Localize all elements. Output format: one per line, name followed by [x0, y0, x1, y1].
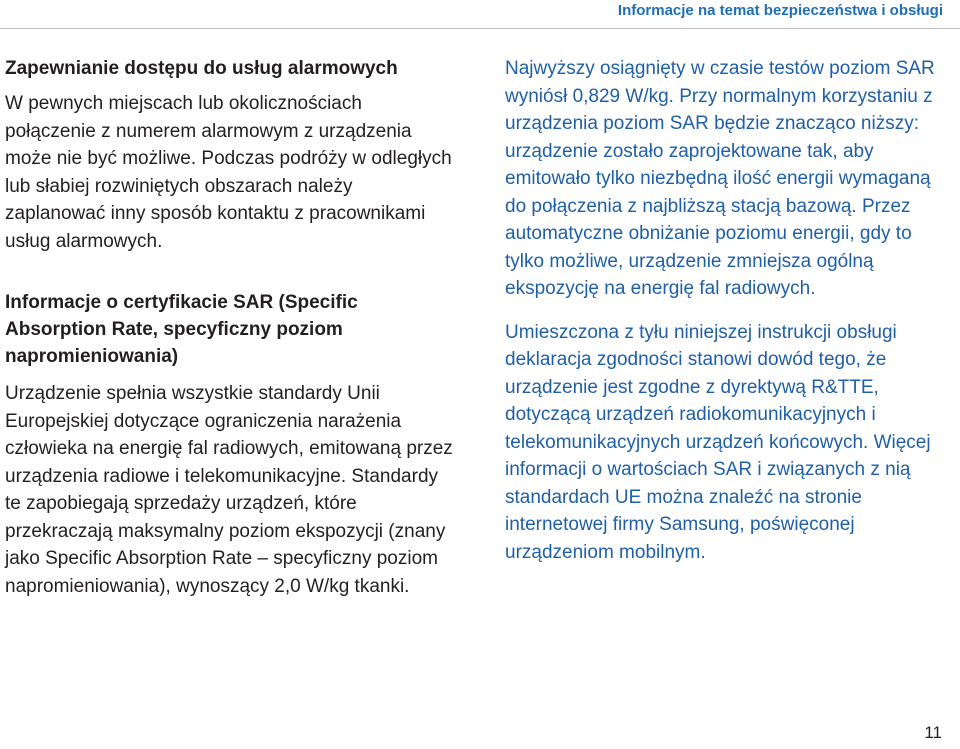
page-number: 11 [924, 723, 942, 742]
header-divider [0, 28, 960, 29]
section-title-sar: Informacje o certyfikacie SAR (Specific Absorption Rate, specyficzny poziom napromieniowania) [5, 292, 358, 367]
paragraph-declaration: Umieszczona z tyłu niniejszej instrukcji obsługi deklaracja zgodności stanowi dowód tego, że urządzenie jest zgodne z dyrektywą R&TTE, dotyczącą urządzeń radiokomunikacyjnych i telekomunikacyjnych urządzeń końcowych. Więcej informacji o wartościach SAR i związanych z nią standardach UE można znaleźć na stronie internetowej firmy Samsung, poświęconej urządzeniom mobilnym. [505, 321, 931, 563]
paragraph-sar-standards: Urządzenie spełnia wszystkie standardy Unii Europejskiej dotyczące ograniczenia narażenia człowieka na energię fal radiowych, emitowaną przez urządzenia radiowe i telekomunikacyjne. Standardy te zapobiegają sprzedaży urządzeń, które przekraczają maksymalny poziom ekspozycji (znany jako Specific Absorption Rate – specyficzny poziom napromieniowania), wynoszący 2,0 W/kg tkanki. [5, 383, 453, 597]
running-header: Informacje na temat bezpieczeństwa i obsługi [617, 2, 943, 19]
right-column [505, 55, 955, 566]
paragraph-sar-level: Najwyższy osiągnięty w czasie testów poziom SAR wyniósł 0,829 W/kg. Przy normalnym korzystaniu z urządzenia poziom SAR będzie znacząco niższy: urządzenie zostało zaprojektowane tak, aby emitowało tylko niezbędną ilość energii wymaganą do połączenia z najbliższą stacją bazową. Przez automatyczne obniżanie poziomu energii, gdy to tylko możliwe, urządzenie zmniejsza ogólną ekspozycję na energię fal radiowych. [505, 58, 935, 299]
paragraph-emergency: W pewnych miejscach lub okolicznościach połączenie z numerem alarmowym z urządzenia może nie być możliwe. Podczas podróży w odległych lub słabiej rozwiniętych obszarach należy zaplanować inny sposób kontaktu z pracownikami usług alarmowych. [5, 93, 452, 252]
section-title-emergency: Zapewnianie dostępu do usług alarmowych [5, 58, 398, 79]
left-column [5, 55, 455, 600]
